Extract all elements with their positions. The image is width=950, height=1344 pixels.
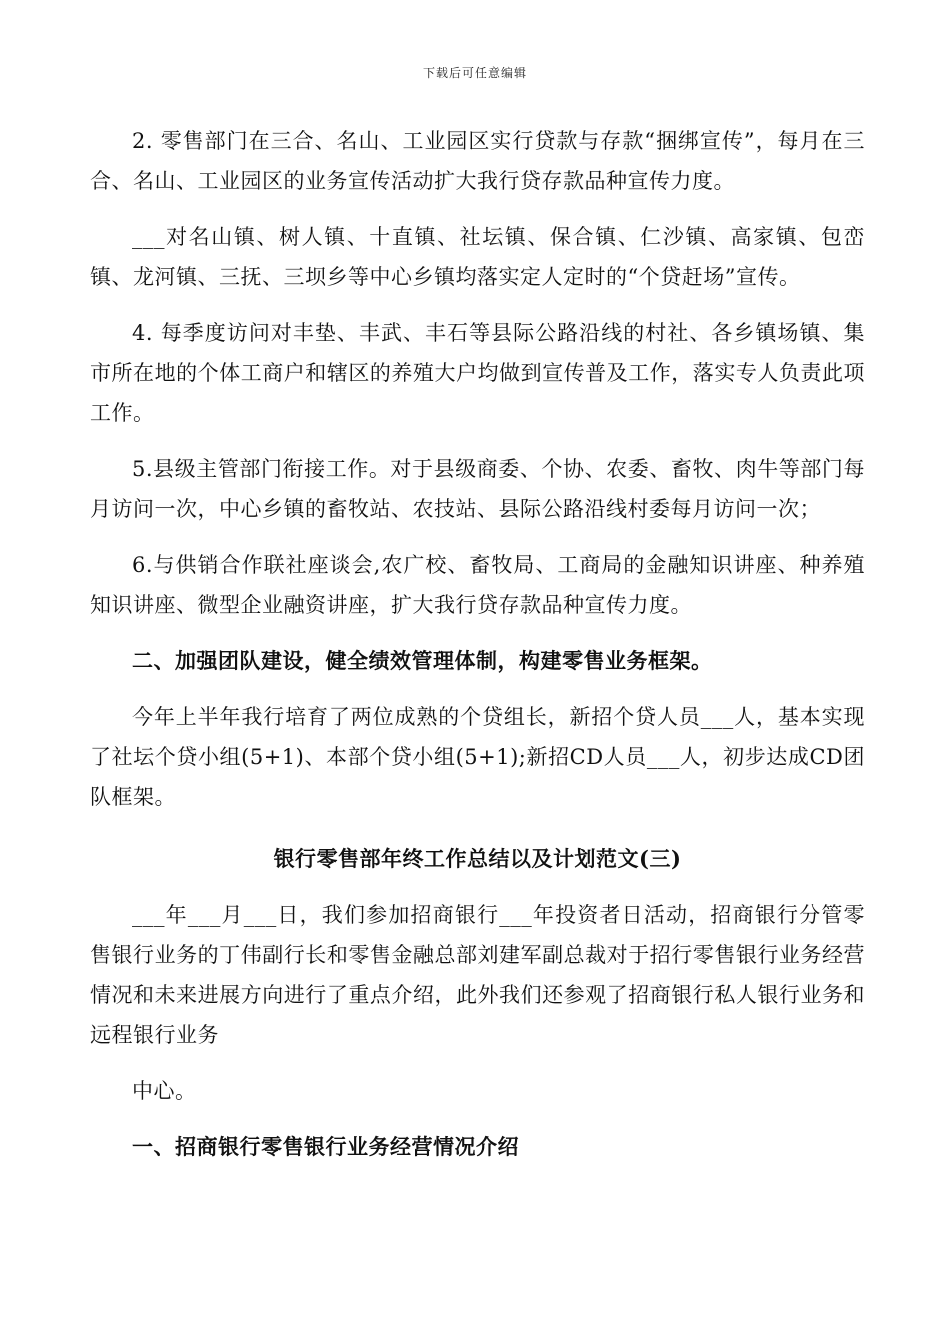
document-title-part-3: 银行零售部年终工作总结以及计划范文(三) [273,846,682,871]
paragraph-investor-day: ___年___月___日，我们参加招商银行___年投资者日活动，招商银行分管零售银行业务的丁伟副行长和零售金融总部刘建军副总裁对于招行零售银行业务经营情况和未来进展方向进行了重点介绍，此外我们还参观了招商银行私人银行业务和远程银行业务 [90,903,865,1047]
paragraph-item-4: 4. 每季度访问对丰垫、丰武、丰石等县际公路沿线的村社、各乡镇场镇、集市所在地的个体工商户和辖区的养殖大户均做到宣传普及工作，落实专人负责此项工作。 [90,321,865,425]
paragraph-item-2: 2. 零售部门在三合、名山、工业园区实行贷款与存款“捆绑宣传”，每月在三合、名山、工业园区的业务宣传活动扩大我行贷存款品种宣传力度。 [90,129,865,193]
paragraph-item-3: ___对名山镇、树人镇、十直镇、社坛镇、保合镇、仁沙镇、高家镇、包峦镇、龙河镇、三抚、三坝乡等中心乡镇均落实定人定时的“个贷赶场”宣传。 [90,225,865,289]
page-header-note: 下载后可任意编辑 [422,66,527,80]
section-heading-1: 一、招商银行零售银行业务经营情况介绍 [132,1134,519,1159]
document-body [90,121,865,1167]
paragraph-center: 中心。 [132,1079,197,1103]
paragraph-team-building: 今年上半年我行培育了两位成熟的个贷组长，新招个贷人员___人，基本实现了社坛个贷小组(5+1)、本部个贷小组(5+1);新招CD人员___人，初步达成CD团队框架。 [90,705,865,809]
paragraph-item-6: 6.与供销合作联社座谈会,农广校、畜牧局、工商局的金融知识讲座、种养殖知识讲座、微型企业融资讲座，扩大我行贷存款品种宣传力度。 [90,553,865,617]
paragraph-item-5: 5.县级主管部门衔接工作。对于县级商委、个协、农委、畜牧、肉牛等部门每月访问一次，中心乡镇的畜牧站、农技站、县际公路沿线村委每月访问一次； [90,457,865,521]
section-heading-2: 二、加强团队建设，健全绩效管理体制，构建零售业务框架。 [132,648,713,673]
